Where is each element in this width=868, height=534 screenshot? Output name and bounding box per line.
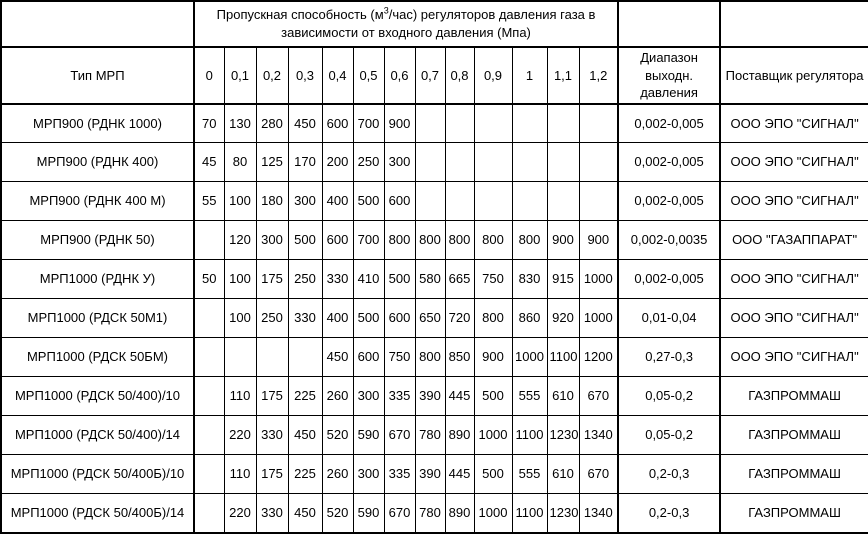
- capacity-value-cell: 180: [256, 182, 288, 221]
- capacity-value-cell: 600: [384, 299, 415, 338]
- capacity-value-cell: 1200: [579, 338, 618, 377]
- capacity-value-cell: 890: [445, 494, 474, 533]
- capacity-value-cell: 450: [322, 338, 353, 377]
- regulator-type-cell: МРП1000 (РДНК У): [1, 260, 194, 299]
- supplier-cell: ООО ЭПО "СИГНАЛ": [720, 182, 868, 221]
- capacity-value-cell: 720: [445, 299, 474, 338]
- capacity-value-cell: [445, 104, 474, 143]
- capacity-value-cell: 445: [445, 377, 474, 416]
- capacity-value-cell: 670: [384, 416, 415, 455]
- capacity-value-cell: 750: [474, 260, 512, 299]
- capacity-value-cell: 900: [547, 221, 579, 260]
- capacity-value-cell: 100: [224, 260, 256, 299]
- capacity-value-cell: 1230: [547, 416, 579, 455]
- empty-supplier-header-cell: [720, 1, 868, 47]
- output-pressure-range-cell: 0,002-0,005: [618, 182, 720, 221]
- capacity-value-cell: 80: [224, 143, 256, 182]
- table-row: [1, 143, 868, 182]
- capacity-value-cell: [415, 143, 445, 182]
- capacity-value-cell: 800: [445, 221, 474, 260]
- capacity-value-cell: 225: [288, 377, 322, 416]
- type-column-header: Тип МРП: [1, 47, 194, 104]
- table-row: [1, 338, 868, 377]
- capacity-value-cell: 590: [353, 494, 384, 533]
- capacity-title: [194, 1, 618, 47]
- capacity-value-cell: 300: [353, 455, 384, 494]
- table-header: [1, 1, 868, 104]
- capacity-value-cell: 610: [547, 455, 579, 494]
- capacity-value-cell: 700: [353, 221, 384, 260]
- capacity-value-cell: 580: [415, 260, 445, 299]
- pressure-column-header: 1,2: [579, 47, 618, 104]
- capacity-value-cell: 800: [474, 299, 512, 338]
- capacity-value-cell: [547, 104, 579, 143]
- capacity-value-cell: 700: [353, 104, 384, 143]
- capacity-value-cell: 335: [384, 377, 415, 416]
- capacity-value-cell: 70: [194, 104, 224, 143]
- capacity-value-cell: 800: [384, 221, 415, 260]
- table-row: [1, 104, 868, 143]
- capacity-value-cell: 650: [415, 299, 445, 338]
- capacity-value-cell: [288, 338, 322, 377]
- regulator-type-cell: МРП1000 (РДСК 50БМ): [1, 338, 194, 377]
- capacity-value-cell: 450: [288, 494, 322, 533]
- capacity-value-cell: [579, 182, 618, 221]
- regulator-type-cell: МРП900 (РДНК 1000): [1, 104, 194, 143]
- capacity-value-cell: 45: [194, 143, 224, 182]
- capacity-value-cell: 1000: [512, 338, 547, 377]
- table-row: [1, 299, 868, 338]
- capacity-value-cell: [445, 182, 474, 221]
- supplier-cell: ООО "ГАЗАППАРАТ": [720, 221, 868, 260]
- capacity-value-cell: [256, 338, 288, 377]
- table-row: [1, 494, 868, 533]
- capacity-value-cell: [194, 377, 224, 416]
- capacity-value-cell: [194, 416, 224, 455]
- regulator-type-cell: МРП900 (РДНК 400): [1, 143, 194, 182]
- capacity-value-cell: 55: [194, 182, 224, 221]
- capacity-value-cell: [474, 104, 512, 143]
- capacity-value-cell: 330: [288, 299, 322, 338]
- capacity-value-cell: 1000: [579, 260, 618, 299]
- pressure-column-header: 0,1: [224, 47, 256, 104]
- capacity-value-cell: 500: [474, 377, 512, 416]
- capacity-value-cell: 555: [512, 455, 547, 494]
- capacity-value-cell: 600: [384, 182, 415, 221]
- capacity-value-cell: [579, 143, 618, 182]
- capacity-value-cell: 800: [474, 221, 512, 260]
- capacity-value-cell: 500: [353, 182, 384, 221]
- capacity-value-cell: 445: [445, 455, 474, 494]
- capacity-value-cell: 665: [445, 260, 474, 299]
- pressure-column-header: 0,7: [415, 47, 445, 104]
- top-header-row: [1, 1, 868, 47]
- capacity-value-cell: 900: [579, 221, 618, 260]
- capacity-value-cell: [474, 143, 512, 182]
- empty-corner-cell: [1, 1, 194, 47]
- capacity-value-cell: 300: [256, 221, 288, 260]
- capacity-value-cell: 900: [384, 104, 415, 143]
- capacity-value-cell: 520: [322, 494, 353, 533]
- capacity-value-cell: 170: [288, 143, 322, 182]
- capacity-value-cell: 390: [415, 455, 445, 494]
- capacity-value-cell: 555: [512, 377, 547, 416]
- capacity-value-cell: 390: [415, 377, 445, 416]
- capacity-value-cell: 1100: [512, 416, 547, 455]
- capacity-value-cell: 1000: [474, 416, 512, 455]
- capacity-value-cell: 110: [224, 455, 256, 494]
- pressure-column-header: 0,6: [384, 47, 415, 104]
- capacity-value-cell: 1340: [579, 494, 618, 533]
- table-row: [1, 377, 868, 416]
- supplier-cell: ООО ЭПО "СИГНАЛ": [720, 338, 868, 377]
- table-row: [1, 260, 868, 299]
- capacity-value-cell: 500: [353, 299, 384, 338]
- column-labels-row: [1, 47, 868, 104]
- capacity-value-cell: 600: [353, 338, 384, 377]
- output-pressure-range-cell: 0,2-0,3: [618, 494, 720, 533]
- capacity-value-cell: [224, 338, 256, 377]
- capacity-value-cell: 500: [474, 455, 512, 494]
- capacity-value-cell: 400: [322, 299, 353, 338]
- capacity-value-cell: 250: [288, 260, 322, 299]
- capacity-value-cell: 1230: [547, 494, 579, 533]
- capacity-value-cell: 1000: [579, 299, 618, 338]
- capacity-value-cell: 100: [224, 182, 256, 221]
- capacity-value-cell: [194, 494, 224, 533]
- capacity-value-cell: 750: [384, 338, 415, 377]
- capacity-value-cell: 600: [322, 221, 353, 260]
- supplier-cell: ГАЗПРОММАШ: [720, 377, 868, 416]
- pressure-column-header: 1: [512, 47, 547, 104]
- capacity-value-cell: 610: [547, 377, 579, 416]
- capacity-value-cell: 900: [474, 338, 512, 377]
- capacity-value-cell: 780: [415, 416, 445, 455]
- capacity-value-cell: 330: [322, 260, 353, 299]
- capacity-value-cell: 1100: [512, 494, 547, 533]
- capacity-value-cell: 200: [322, 143, 353, 182]
- capacity-value-cell: 250: [256, 299, 288, 338]
- capacity-value-cell: 300: [288, 182, 322, 221]
- capacity-value-cell: 400: [322, 182, 353, 221]
- supplier-cell: ГАЗПРОММАШ: [720, 494, 868, 533]
- output-pressure-range-cell: 0,01-0,04: [618, 299, 720, 338]
- range-column-header: Диапазон выходн. давления: [618, 47, 720, 104]
- capacity-title-superscript: 3: [383, 6, 389, 17]
- capacity-value-cell: 110: [224, 377, 256, 416]
- capacity-value-cell: 410: [353, 260, 384, 299]
- supplier-cell: ООО ЭПО "СИГНАЛ": [720, 143, 868, 182]
- regulator-type-cell: МРП900 (РДНК 50): [1, 221, 194, 260]
- capacity-value-cell: [415, 182, 445, 221]
- capacity-value-cell: 100: [224, 299, 256, 338]
- supplier-cell: ООО ЭПО "СИГНАЛ": [720, 104, 868, 143]
- capacity-value-cell: 50: [194, 260, 224, 299]
- table-row: [1, 455, 868, 494]
- capacity-value-cell: 670: [579, 455, 618, 494]
- capacity-value-cell: 220: [224, 494, 256, 533]
- capacity-value-cell: [512, 143, 547, 182]
- output-pressure-range-cell: 0,002-0,005: [618, 104, 720, 143]
- supplier-cell: ООО ЭПО "СИГНАЛ": [720, 260, 868, 299]
- capacity-value-cell: [512, 104, 547, 143]
- capacity-value-cell: 220: [224, 416, 256, 455]
- capacity-title-part2: /час) регуляторов давления газа в зависимости от входного давления (Мпа): [281, 7, 596, 40]
- capacity-value-cell: 800: [512, 221, 547, 260]
- pressure-column-header: 0,3: [288, 47, 322, 104]
- regulator-type-cell: МРП1000 (РДСК 50/400Б)/14: [1, 494, 194, 533]
- capacity-value-cell: 175: [256, 455, 288, 494]
- capacity-value-cell: [547, 143, 579, 182]
- capacity-value-cell: 175: [256, 377, 288, 416]
- supplier-cell: ГАЗПРОММАШ: [720, 416, 868, 455]
- capacity-value-cell: 800: [415, 221, 445, 260]
- capacity-value-cell: [415, 104, 445, 143]
- pressure-column-header: 0,8: [445, 47, 474, 104]
- capacity-value-cell: [194, 455, 224, 494]
- capacity-value-cell: 130: [224, 104, 256, 143]
- capacity-value-cell: [194, 221, 224, 260]
- supplier-column-header: Поставщик регулятора: [720, 47, 868, 104]
- capacity-value-cell: 260: [322, 455, 353, 494]
- capacity-value-cell: 500: [384, 260, 415, 299]
- capacity-value-cell: 125: [256, 143, 288, 182]
- table-body: [1, 104, 868, 533]
- output-pressure-range-cell: 0,002-0,005: [618, 260, 720, 299]
- capacity-value-cell: 1000: [474, 494, 512, 533]
- pressure-column-header: 0,9: [474, 47, 512, 104]
- capacity-value-cell: [474, 182, 512, 221]
- capacity-value-cell: 830: [512, 260, 547, 299]
- empty-range-header-cell: [618, 1, 720, 47]
- capacity-value-cell: [579, 104, 618, 143]
- capacity-value-cell: [194, 338, 224, 377]
- table-row: [1, 221, 868, 260]
- capacity-value-cell: 1100: [547, 338, 579, 377]
- capacity-value-cell: 1340: [579, 416, 618, 455]
- capacity-value-cell: 330: [256, 416, 288, 455]
- capacity-value-cell: 850: [445, 338, 474, 377]
- output-pressure-range-cell: 0,002-0,0035: [618, 221, 720, 260]
- capacity-value-cell: 175: [256, 260, 288, 299]
- pressure-column-header: 0,5: [353, 47, 384, 104]
- capacity-value-cell: 280: [256, 104, 288, 143]
- capacity-title-part1: Пропускная способность (м: [216, 7, 384, 23]
- capacity-value-cell: [194, 299, 224, 338]
- capacity-value-cell: [445, 143, 474, 182]
- capacity-value-cell: 670: [384, 494, 415, 533]
- regulator-type-cell: МРП1000 (РДСК 50М1): [1, 299, 194, 338]
- capacity-value-cell: 300: [353, 377, 384, 416]
- regulator-type-cell: МРП1000 (РДСК 50/400Б)/10: [1, 455, 194, 494]
- capacity-value-cell: 260: [322, 377, 353, 416]
- pressure-column-header: 0: [194, 47, 224, 104]
- capacity-value-cell: 800: [415, 338, 445, 377]
- pressure-column-header: 0,4: [322, 47, 353, 104]
- capacity-value-cell: 250: [353, 143, 384, 182]
- output-pressure-range-cell: 0,27-0,3: [618, 338, 720, 377]
- capacity-value-cell: 120: [224, 221, 256, 260]
- pressure-column-header: 0,2: [256, 47, 288, 104]
- output-pressure-range-cell: 0,002-0,005: [618, 143, 720, 182]
- capacity-value-cell: 300: [384, 143, 415, 182]
- supplier-cell: ГАЗПРОММАШ: [720, 455, 868, 494]
- supplier-cell: ООО ЭПО "СИГНАЛ": [720, 299, 868, 338]
- capacity-value-cell: 600: [322, 104, 353, 143]
- capacity-value-cell: [512, 182, 547, 221]
- capacity-value-cell: [547, 182, 579, 221]
- capacity-value-cell: 330: [256, 494, 288, 533]
- output-pressure-range-cell: 0,05-0,2: [618, 377, 720, 416]
- pressure-column-header: 1,1: [547, 47, 579, 104]
- table-row: [1, 416, 868, 455]
- capacity-value-cell: 915: [547, 260, 579, 299]
- capacity-value-cell: 780: [415, 494, 445, 533]
- capacity-value-cell: 500: [288, 221, 322, 260]
- capacity-value-cell: 450: [288, 416, 322, 455]
- output-pressure-range-cell: 0,05-0,2: [618, 416, 720, 455]
- capacity-value-cell: 890: [445, 416, 474, 455]
- regulator-type-cell: МРП1000 (РДСК 50/400)/14: [1, 416, 194, 455]
- capacity-value-cell: 590: [353, 416, 384, 455]
- regulator-type-cell: МРП1000 (РДСК 50/400)/10: [1, 377, 194, 416]
- capacity-value-cell: 450: [288, 104, 322, 143]
- capacity-value-cell: 225: [288, 455, 322, 494]
- capacity-value-cell: 860: [512, 299, 547, 338]
- capacity-value-cell: 670: [579, 377, 618, 416]
- capacity-value-cell: 335: [384, 455, 415, 494]
- output-pressure-range-cell: 0,2-0,3: [618, 455, 720, 494]
- regulator-type-cell: МРП900 (РДНК 400 М): [1, 182, 194, 221]
- capacity-value-cell: 920: [547, 299, 579, 338]
- capacity-value-cell: 520: [322, 416, 353, 455]
- table-row: [1, 182, 868, 221]
